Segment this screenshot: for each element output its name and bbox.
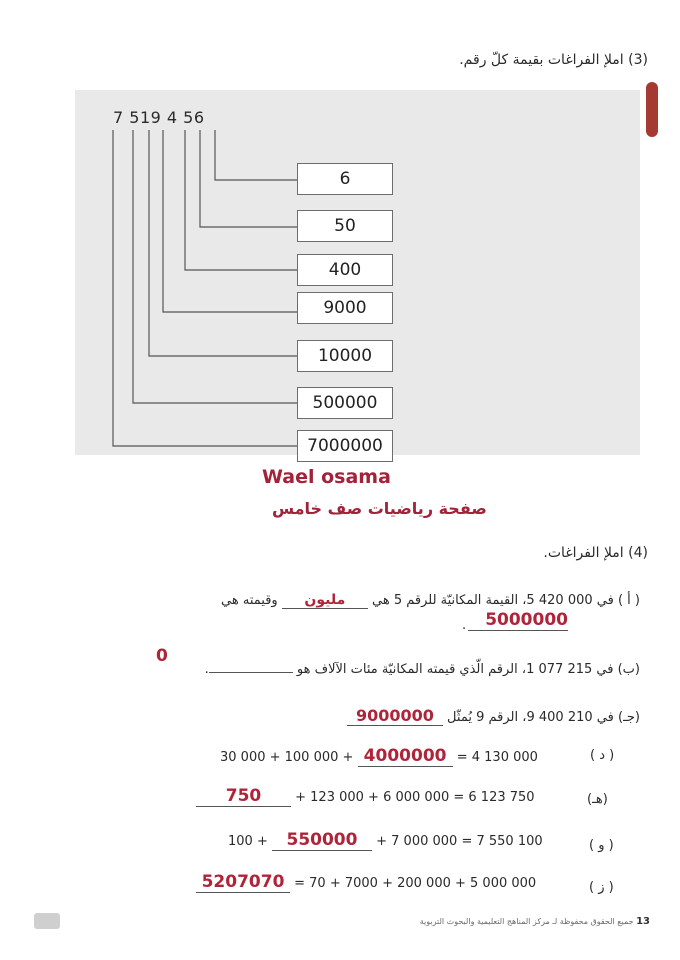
q4-item-b-blank[interactable] [209, 672, 293, 673]
q4-item-a-line-2 [468, 610, 568, 631]
q4-item-e-label: (هـ) [587, 792, 608, 807]
q4-title: املإ الفراغات. [543, 545, 624, 561]
watermark-name: Wael osama [262, 466, 391, 488]
q4-item-c-answer: 9000000 [355, 706, 434, 725]
q4-item-c-text: في 210 400 9، الرقم 9 يُمثّل [447, 710, 614, 725]
q4-item-b-text: في 215 077 1، الرقم الّذي قيمته المكانيّة مئات الآلاف هو [296, 662, 614, 677]
q4-item-g-right: = 70 + 7000 + 200 000 + 5 000 000 [294, 876, 537, 891]
q4-item-c-label: (جـ) [618, 710, 640, 725]
diagram-number: 7 519 4 56 [113, 108, 205, 127]
value-box-ten-thousands[interactable]: 10000 [297, 340, 393, 372]
q4-item-a-answer-2: 5000000 [485, 610, 568, 630]
q4-item-c-blank[interactable] [347, 706, 443, 726]
q4-item-f-left: 100 + [228, 834, 268, 849]
page-footer [70, 916, 650, 934]
q4-item-a [221, 592, 640, 609]
q4-item-e-blank[interactable] [196, 786, 291, 807]
q4-item-f-blank[interactable] [272, 830, 372, 851]
q4-item-b-answer: 0 [156, 646, 168, 666]
q4-item-g-blank[interactable] [196, 872, 290, 893]
q3-number: (3) [628, 52, 648, 68]
q4-item-a-text-mid: وقيمته هي [221, 593, 278, 608]
q4-item-e [196, 786, 535, 807]
q4-item-a-end: . [462, 618, 467, 633]
footer-text: جميع الحقوق محفوظة لـ مركز المناهج التعليمية والبحوث التربوية [419, 917, 634, 926]
value-box-hundreds[interactable]: 400 [297, 254, 393, 286]
q4-item-f-label: ( و ) [589, 838, 614, 853]
q4-item-a-blank-2[interactable] [468, 610, 568, 631]
q4-item-b [205, 662, 640, 677]
page-number: 13 [636, 916, 650, 927]
q3-title: املإ الفراغات بقيمة كلّ رقم. [459, 52, 624, 68]
value-box-thousands[interactable]: 9000 [297, 292, 393, 324]
q4-item-d-left: 30 000 + 100 000 + [220, 750, 354, 765]
q4-item-a-text: في 000 420 5، القيمة المكانيّة للرقم 5 هي [371, 593, 614, 608]
q4-item-d [220, 746, 538, 767]
q4-item-d-label: ( د ) [590, 748, 615, 763]
q4-item-e-right: + 123 000 + 6 000 000 = 6 123 750 [295, 790, 535, 805]
value-box-hundred-thousands[interactable]: 500000 [297, 387, 393, 419]
q4-item-b-end: . [204, 662, 209, 677]
q4-item-a-blank-1[interactable] [282, 592, 368, 609]
q4-item-f [228, 830, 543, 851]
q4-item-d-blank[interactable] [358, 746, 453, 767]
value-box-ones[interactable]: 6 [297, 163, 393, 195]
q4-item-g-label: ( ز ) [589, 880, 614, 895]
value-box-tens[interactable]: 50 [297, 210, 393, 242]
value-box-millions[interactable]: 7000000 [297, 430, 393, 462]
watermark-subtitle: صفحة رياضيات صف خامس [272, 499, 487, 518]
q4-number: (4) [628, 545, 648, 561]
q4-item-d-right: = 4 130 000 [456, 750, 538, 765]
q4-item-f-right: + 7 000 000 = 7 550 100 [376, 834, 543, 849]
q4-item-a-answer-1: مليون [304, 592, 346, 608]
q4-item-e-answer: 750 [225, 786, 262, 806]
publisher-logo-icon [34, 913, 60, 929]
q4-title-row [543, 545, 648, 561]
q4-item-c [347, 706, 640, 726]
q4-item-g-answer: 5207070 [201, 872, 285, 892]
q4-item-b-label: (ب) [617, 662, 640, 677]
q4-item-a-label: ( أ ) [617, 593, 640, 608]
q4-item-d-answer: 4000000 [363, 746, 447, 766]
q4-item-g [196, 872, 536, 893]
q4-item-f-answer: 550000 [286, 830, 358, 850]
